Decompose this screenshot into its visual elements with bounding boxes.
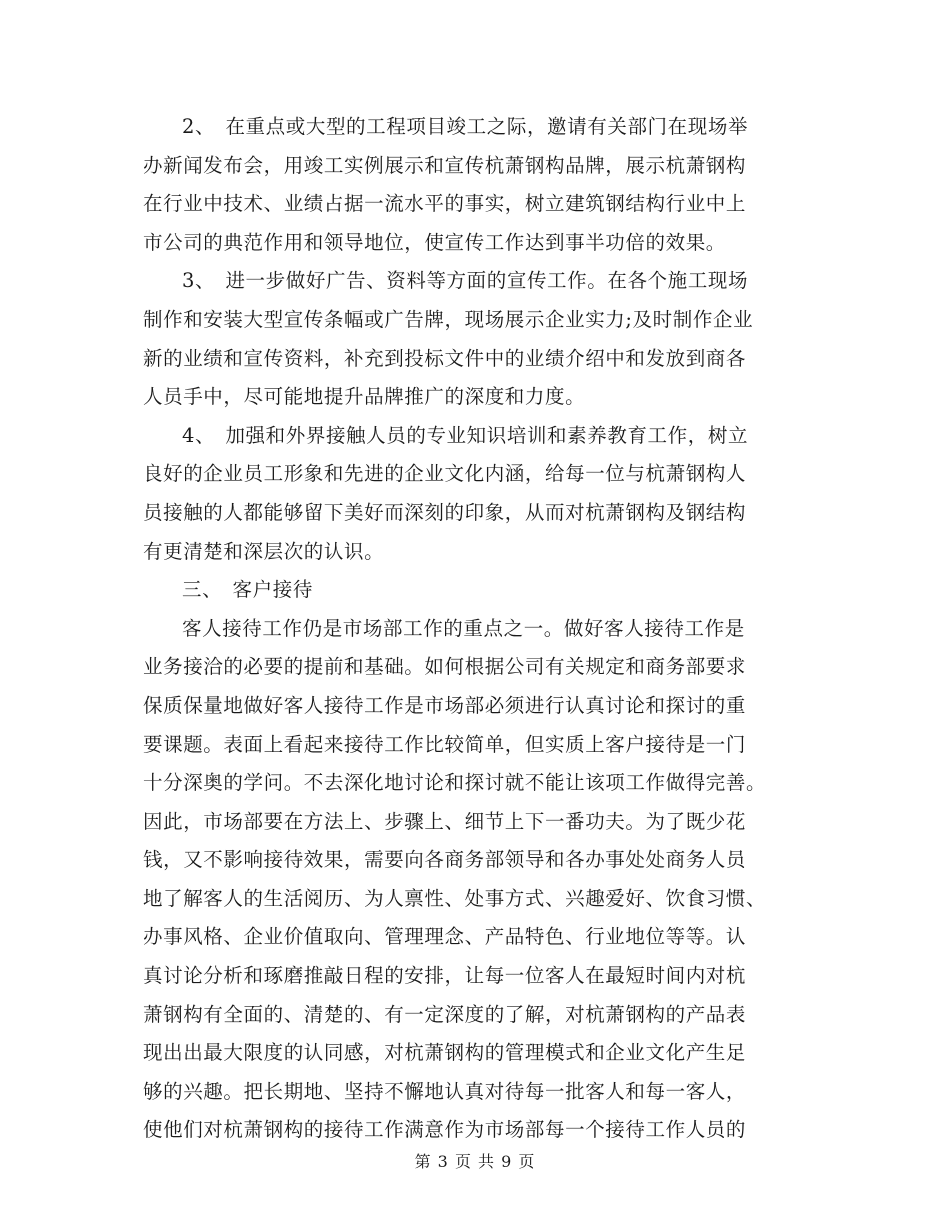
text-line: 员接触的人都能够留下美好而深刻的印象，从而对杭萧钢构及钢结构	[143, 500, 747, 524]
text-line: 客人接待工作仍是市场部工作的重点之一。做好客人接待工作是	[182, 616, 745, 640]
text-line: 现出出最大限度的认同感，对杭萧钢构的管理模式和企业文化产生足	[143, 1041, 747, 1065]
text-line: 够的兴趣。把长期地、坚持不懈地认真对待每一批客人和每一客人，	[143, 1079, 747, 1103]
text-line: 市公司的典范作用和领导地位，使宣传工作达到事半功倍的效果。	[143, 230, 726, 254]
text-line: 使他们对杭萧钢构的接待工作满意作为市场部每一个接待工作人员的	[143, 1118, 747, 1142]
text-line: 新的业绩和宣传资料，补充到投标文件中的业绩介绍中和发放到商各	[143, 346, 747, 370]
text-line: 三、 客户接待	[182, 578, 313, 602]
text-line: 制作和安装大型宣传条幅或广告牌，现场展示企业实力;及时制作企业	[143, 307, 754, 331]
section-heading	[143, 571, 808, 610]
text-line: 有更清楚和深层次的认识。	[143, 539, 385, 563]
text-line: 3、 进一步做好广告、资料等方面的宣传工作。在各个施工现场	[182, 269, 749, 293]
text-line: 因此，市场部要在方法上、步骤上、细节上下一番功夫。为了既少花	[143, 809, 747, 833]
text-line: 地了解客人的生活阅历、为人禀性、处事方式、兴趣爱好、饮食习惯、	[143, 886, 767, 910]
text-line: 真讨论分析和琢磨推敲日程的安排，让每一位客人在最短时间内对杭	[143, 964, 747, 988]
text-line: 要课题。表面上看起来接待工作比较简单，但实质上客户接待是一门	[143, 732, 747, 756]
text-line: 良好的企业员工形象和先进的企业文化内涵，给每一位与杭萧钢构人	[143, 462, 747, 486]
text-line: 办新闻发布会，用竣工实例展示和宣传杭萧钢构品牌，展示杭萧钢构	[143, 153, 747, 177]
paragraph-item-3	[143, 262, 808, 416]
paragraph-customer-reception	[143, 610, 808, 1150]
document-body	[143, 108, 808, 1150]
text-line: 2、 在重点或大型的工程项目竣工之际，邀请有关部门在现场举	[182, 115, 749, 138]
text-line: 4、 加强和外界接触人员的专业知识培训和素养教育工作，树立	[182, 423, 749, 447]
text-line: 萧钢构有全面的、清楚的、有一定深度的了解，对杭萧钢构的产品表	[143, 1002, 747, 1026]
text-line: 办事风格、企业价值取向、管理理念、产品特色、行业地位等等。认	[143, 925, 747, 949]
paragraph-item-4	[143, 417, 808, 571]
text-line: 在行业中技术、业绩占据一流水平的事实，树立建筑钢结构行业中上	[143, 192, 747, 216]
text-line: 人员手中，尽可能地提升品牌推广的深度和力度。	[143, 385, 586, 409]
text-line: 十分深奥的学问。不去深化地讨论和探讨就不能让该项工作做得完善。	[143, 771, 767, 795]
text-line: 钱，又不影响接待效果，需要向各商务部领导和各办事处处商务人员	[143, 848, 747, 872]
text-line: 业务接洽的必要的提前和基础。如何根据公司有关规定和商务部要求	[143, 655, 747, 679]
page-number-footer: 第 3 页 共 9 页	[414, 1152, 536, 1171]
paragraph-item-2	[143, 108, 808, 262]
text-line: 保质保量地做好客人接待工作是市场部必须进行认真讨论和探讨的重	[143, 693, 747, 717]
